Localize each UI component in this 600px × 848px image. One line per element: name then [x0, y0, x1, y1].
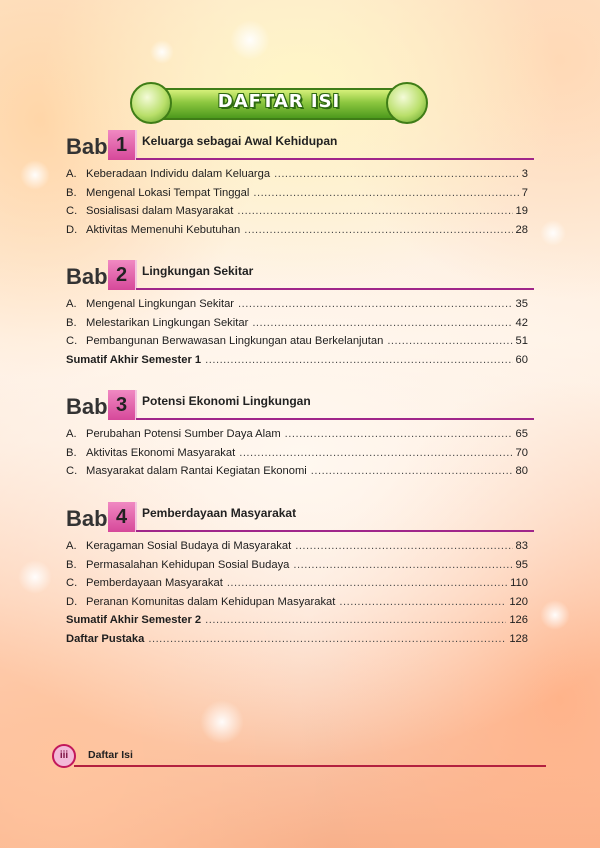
toc-entry[interactable] [66, 540, 528, 559]
entry-page: 60 [515, 353, 528, 366]
chapter-4-entries [66, 540, 528, 651]
entry-page: 28 [515, 223, 528, 236]
chapter-divider [136, 158, 534, 160]
bab-label: Bab [66, 394, 108, 419]
dot-leader [274, 168, 519, 180]
dot-leader [295, 540, 512, 552]
page-footer [52, 744, 546, 768]
entry-page: 128 [509, 632, 528, 645]
entry-label: Melestarikan Lingkungan Sekitar [86, 316, 249, 329]
page-title: DAFTAR ISI [217, 91, 341, 112]
dot-leader [244, 224, 512, 236]
dot-leader [339, 596, 506, 608]
sparkle-decoration [20, 160, 50, 190]
dot-leader [238, 298, 513, 310]
entry-letter: A. [66, 540, 77, 552]
chapter-divider [136, 418, 534, 420]
entry-label: Mengenal Lokasi Tempat Tinggal [86, 186, 250, 199]
chapter-divider [136, 530, 534, 532]
entry-label: Pemberdayaan Masyarakat [86, 577, 223, 589]
chapter-title: Potensi Ekonomi Lingkungan [142, 394, 311, 408]
chapter-number-badge: 1 [108, 130, 135, 160]
entry-label: Pembangunan Berwawasan Lingkungan atau Berkelanjutan [86, 335, 384, 347]
dot-leader [237, 205, 512, 217]
entry-label: Keragaman Sosial Budaya di Masyarakat [86, 540, 292, 552]
dot-leader [387, 335, 512, 347]
chapter-2-entries [66, 298, 528, 372]
bab-label: Bab [66, 264, 108, 289]
entry-letter: A. [66, 428, 77, 440]
entry-label: Aktivitas Memenuhi Kebutuhan [86, 223, 241, 236]
entry-letter: B. [66, 558, 77, 571]
entry-page: 3 [521, 168, 528, 180]
dot-leader [239, 447, 512, 459]
entry-page: 42 [515, 316, 528, 329]
entry-page: 126 [509, 614, 528, 626]
bab-label: Bab [66, 506, 108, 531]
toc-entry[interactable] [66, 317, 528, 336]
entry-letter: D. [66, 595, 78, 608]
entry-letter: C. [66, 205, 78, 217]
toc-entry[interactable] [66, 577, 528, 596]
chapter-divider [136, 288, 534, 290]
chapter-number-badge: 2 [108, 260, 135, 290]
entry-page: 70 [515, 446, 528, 459]
entry-label: Sumatif Akhir Semester 1 [66, 353, 202, 366]
dot-leader [293, 559, 512, 571]
entry-page: 65 [515, 428, 528, 440]
dot-leader [285, 428, 513, 440]
sparkle-decoration [18, 560, 52, 594]
toc-entry[interactable] [66, 559, 528, 578]
entry-label: Mengenal Lingkungan Sekitar [86, 298, 235, 310]
bab-label: Bab [66, 134, 108, 159]
chapter-number-badge: 4 [108, 502, 135, 532]
entry-page: 120 [509, 595, 528, 608]
entry-label: Keberadaan Individu dalam Keluarga [86, 168, 271, 180]
chapter-title: Keluarga sebagai Awal Kehidupan [142, 134, 338, 148]
entry-page: 19 [515, 205, 528, 217]
entry-page: 35 [515, 298, 528, 310]
toc-entry[interactable] [66, 168, 528, 187]
toc-entry[interactable] [66, 187, 528, 206]
entry-page: 80 [515, 465, 528, 477]
footer-divider [74, 765, 546, 767]
toc-entry[interactable] [66, 335, 528, 354]
entry-letter: B. [66, 446, 77, 459]
entry-label: Sosialisasi dalam Masyarakat [86, 205, 234, 217]
entry-letter: C. [66, 577, 78, 589]
entry-letter: C. [66, 335, 78, 347]
chapter-1-header [66, 124, 534, 158]
entry-page: 7 [521, 186, 528, 199]
sparkle-decoration [230, 20, 270, 60]
dot-leader [252, 317, 512, 329]
entry-label: Sumatif Akhir Semester 2 [66, 614, 202, 626]
sparkle-decoration [200, 700, 244, 744]
entry-label: Aktivitas Ekonomi Masyarakat [86, 446, 236, 459]
toc-entry[interactable] [66, 447, 528, 466]
dot-leader [227, 577, 507, 589]
dot-leader [148, 633, 506, 645]
toc-entry[interactable] [66, 298, 528, 317]
entry-letter: B. [66, 316, 77, 329]
toc-entry-summative[interactable] [66, 614, 528, 633]
chapter-number-badge: 3 [108, 390, 135, 420]
dot-leader [205, 614, 506, 626]
entry-letter: A. [66, 168, 77, 180]
entry-page: 83 [515, 540, 528, 552]
entry-letter: C. [66, 465, 78, 477]
dot-leader [205, 354, 512, 366]
page-number-badge: iii [52, 744, 76, 768]
toc-entry[interactable] [66, 224, 528, 243]
dot-leader [253, 187, 518, 199]
toc-entry[interactable] [66, 596, 528, 615]
dot-leader [311, 465, 513, 477]
chapter-1-entries [66, 168, 528, 242]
toc-entry-summative[interactable] [66, 354, 528, 373]
entry-page: 51 [515, 335, 528, 347]
toc-entry-bibliography[interactable] [66, 633, 528, 652]
entry-label: Daftar Pustaka [66, 632, 145, 645]
entry-page: 95 [515, 558, 528, 571]
toc-entry[interactable] [66, 428, 528, 447]
chapter-2-header [66, 254, 534, 288]
entry-label: Perubahan Potensi Sumber Daya Alam [86, 428, 281, 440]
footer-label: Daftar Isi [88, 749, 133, 761]
chapter-title: Pemberdayaan Masyarakat [142, 506, 297, 520]
entry-letter: B. [66, 186, 77, 199]
sparkle-decoration [540, 600, 570, 630]
sparkle-decoration [540, 220, 566, 246]
entry-label: Masyarakat dalam Rantai Kegiatan Ekonomi [86, 465, 307, 477]
chapter-3-header [66, 384, 534, 418]
toc-entry[interactable] [66, 205, 528, 224]
entry-label: Permasalahan Kehidupan Sosial Budaya [86, 558, 290, 571]
entry-letter: A. [66, 298, 77, 310]
sparkle-decoration [150, 40, 174, 64]
chapter-title: Lingkungan Sekitar [142, 264, 254, 278]
entry-page: 110 [510, 577, 528, 589]
entry-label: Peranan Komunitas dalam Kehidupan Masyarakat [86, 595, 336, 608]
title-banner [130, 82, 428, 122]
chapter-4-header [66, 496, 534, 530]
toc-entry[interactable] [66, 465, 528, 484]
entry-letter: D. [66, 223, 78, 236]
chapter-3-entries [66, 428, 528, 484]
